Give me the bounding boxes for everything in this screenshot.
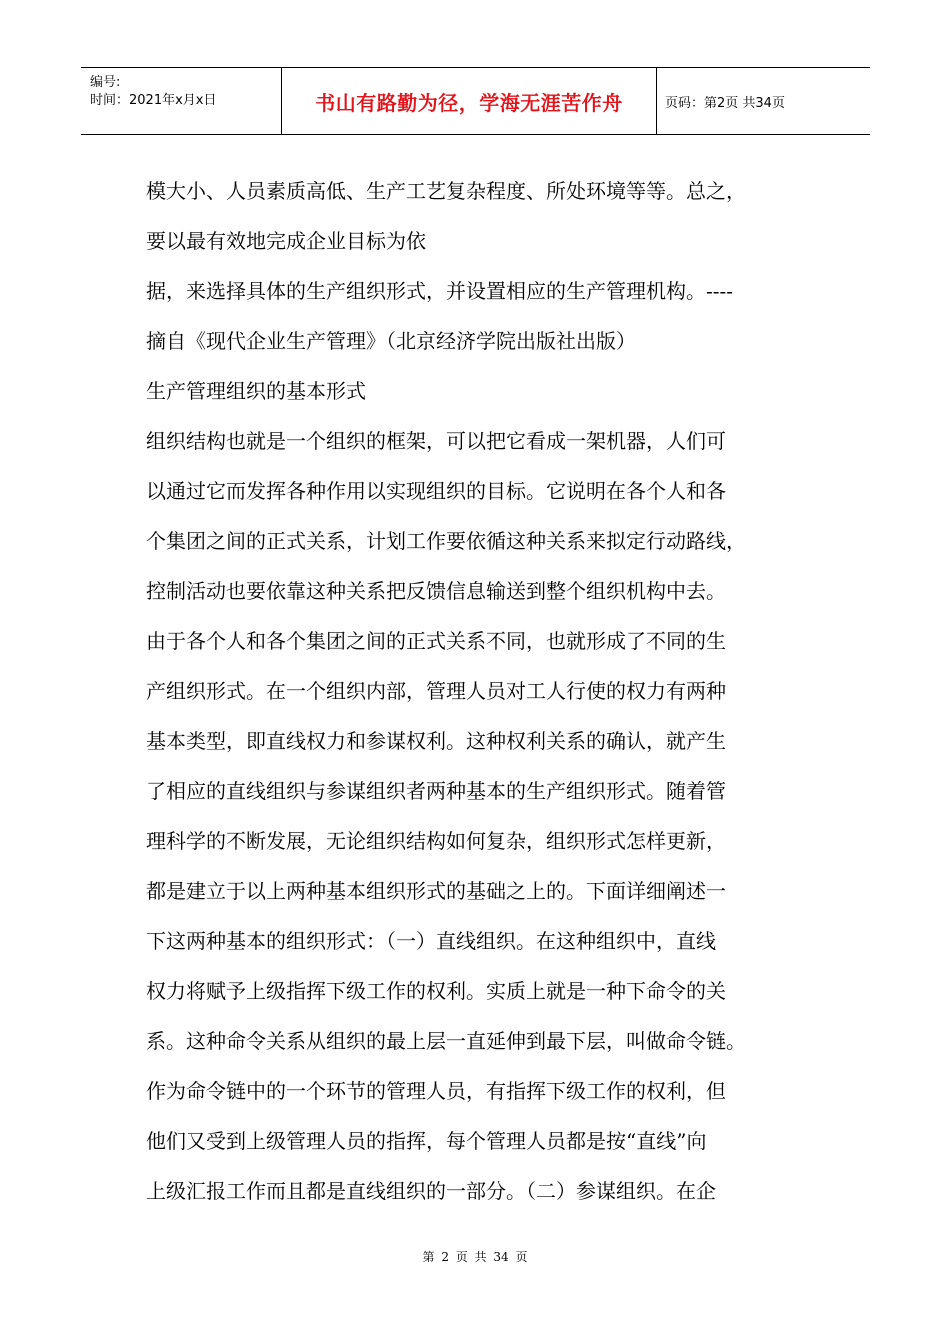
number-label: 编号:	[90, 75, 121, 90]
body-line: 产组织形式。在一个组织内部，管理人员对工人行使的权力有两种	[146, 679, 726, 703]
body-line: 模大小、人员素质高低、生产工艺复杂程度、所处环境等等。总之，	[146, 179, 746, 203]
body-line: 组织结构也就是一个组织的框架，可以把它看成一架机器，人们可	[146, 429, 726, 453]
body-line: 据，来选择具体的生产组织形式，并设置相应的生产管理机构。----	[146, 279, 734, 303]
body-line: 控制活动也要依靠这种关系把反馈信息输送到整个组织机构中去。	[146, 579, 726, 603]
motto-text: 书山有路勤为径，学海无涯苦作舟	[315, 90, 623, 115]
header-meta	[81, 68, 282, 134]
body-line: 由于各个人和各个集团之间的正式关系不同，也就形成了不同的生	[146, 629, 726, 653]
body-line: 他们又受到上级管理人员的指挥，每个管理人员都是按“直线”向	[146, 1129, 707, 1153]
body-line: 以通过它而发挥各种作用以实现组织的目标。它说明在各个人和各	[146, 479, 726, 503]
body-line: 下这两种基本的组织形式：（一）直线组织。在这种组织中，直线	[146, 929, 716, 953]
body-line: 基本类型，即直线权力和参谋权利。这种权利关系的确认，就产生	[146, 729, 726, 753]
body-line: 摘自《现代企业生产管理》（北京经济学院出版社出版）	[146, 329, 636, 353]
page-footer	[0, 1248, 950, 1265]
body-line: 作为命令链中的一个环节的管理人员，有指挥下级工作的权利，但	[146, 1079, 726, 1103]
section-heading: 生产管理组织的基本形式	[146, 379, 366, 403]
page-header	[81, 67, 870, 135]
body-line: 上级汇报工作而且都是直线组织的一部分。（二）参谋组织。在企	[146, 1179, 716, 1203]
time-label: 时间：2021年x月x日	[90, 93, 217, 108]
footer-page-number: 第 2 页 共 34 页	[422, 1250, 528, 1264]
page-code: 页码：第2页 共34页	[665, 95, 785, 111]
document-body	[146, 166, 836, 1216]
body-line: 权力将赋予上级指挥下级工作的权利。实质上就是一种下命令的关	[146, 979, 726, 1003]
body-line: 要以最有效地完成企业目标为依	[146, 229, 426, 253]
body-line: 都是建立于以上两种基本组织形式的基础之上的。下面详细阐述一	[146, 879, 726, 903]
body-line: 理科学的不断发展，无论组织结构如何复杂，组织形式怎样更新，	[146, 829, 726, 853]
header-motto-cell	[282, 68, 657, 134]
body-line: 个集团之间的正式关系，计划工作要依循这种关系来拟定行动路线，	[146, 529, 746, 553]
body-line: 系。这种命令关系从组织的最上层一直延伸到最下层，叫做命令链。	[146, 1029, 746, 1053]
header-page-code-cell	[657, 68, 870, 134]
body-line: 了相应的直线组织与参谋组织者两种基本的生产组织形式。随着管	[146, 779, 726, 803]
